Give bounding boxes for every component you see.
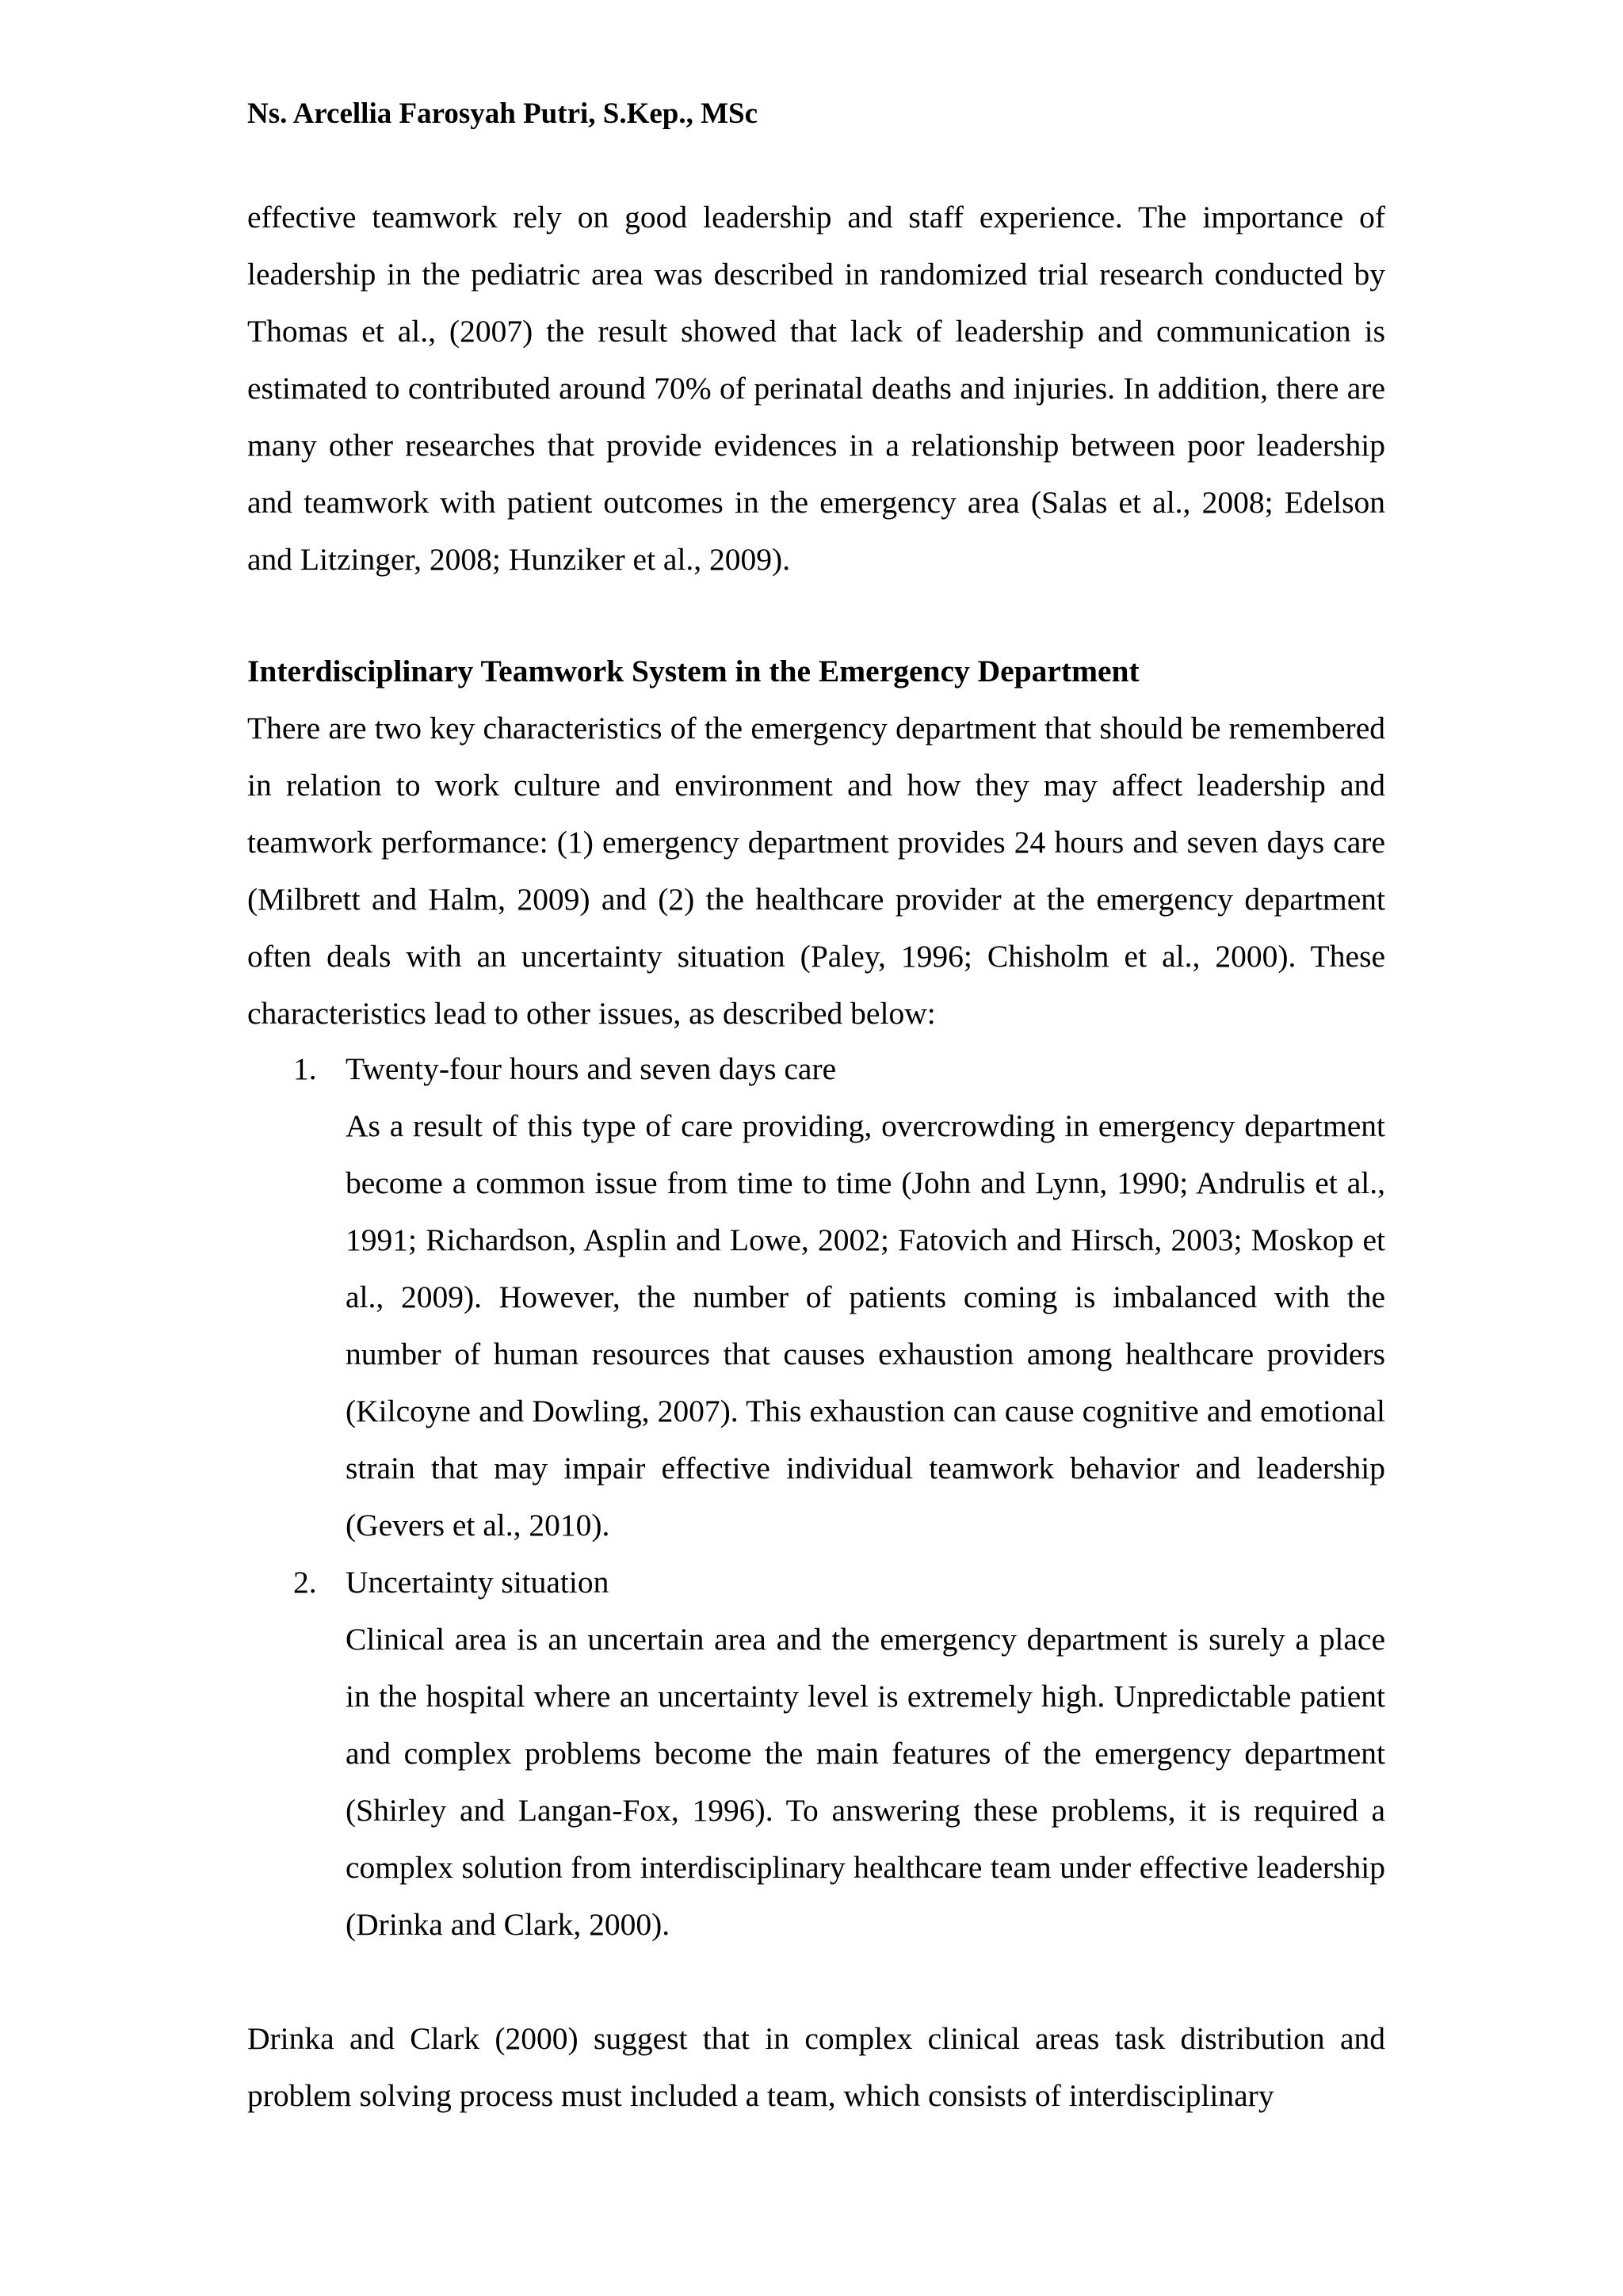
list-item-number: 1.: [293, 1051, 317, 1086]
list-item-body: As a result of this type of care providing, overcrowding in emergency department become a common issue from time to time (John and Lynn, 1990; Andrulis et al., 1991; Richardson, Asplin and Lowe, 2002; Fatovich and Hirsch, 2003; Moskop et al., 2009). However, the number of patients coming is imbalanced with the number of human resources that causes exhaustion among healthcare providers (Kilcoyne and Dowling, 2007). This exhaustion can cause cognitive and emotional strain that may impair effective individual teamwork behavior and leadership (Gevers et al., 2010).: [346, 1108, 1385, 1543]
list-item-number: 2.: [293, 1565, 317, 1600]
numbered-list-item-2: [247, 1554, 1385, 1953]
paragraph-drinka-clark: Drinka and Clark (2000) suggest that in complex clinical areas task distribution and problem solving process must included a team, which consists of interdisciplinary: [247, 2021, 1385, 2113]
paragraph-key-characteristics: There are two key characteristics of the emergency department that should be remembered in relation to work culture and environment and how they may affect leadership and teamwork performance: (1) emergency department provides 24 hours and seven days care (Milbrett and Halm, 2009) and (2) the healthcare provider at the emergency department often deals with an uncertainty situation (Paley, 1996; Chisholm et al., 2000). These characteristics lead to other issues, as described below:: [247, 711, 1385, 1031]
running-header-author: Ns. Arcellia Farosyah Putri, S.Kep., MSc: [247, 97, 758, 130]
paragraph-leadership-evidence: effective teamwork rely on good leadership and staff experience. The importance of leadership in the pediatric area was described in randomized trial research conducted by Thomas et al., (2007) the result showed that lack of leadership and communication is estimated to contributed around 70% of perinatal deaths and injuries. In addition, there are many other researches that provide evidences in a relationship between poor leadership and teamwork with patient outcomes in the emergency area (Salas et al., 2008; Edelson and Litzinger, 2008; Hunziker et al., 2009).: [247, 200, 1385, 577]
list-item: [247, 1040, 1385, 1554]
list-item: [247, 1554, 1385, 1953]
list-item-title: Twenty-four hours and seven days care: [346, 1051, 837, 1086]
list-item-title: Uncertainty situation: [346, 1565, 609, 1600]
list-item-body: Clinical area is an uncertain area and the emergency department is surely a place in the hospital where an uncertainty level is extremely high. Unpredictable patient and complex problems become the main features of the emergency department (Shirley and Langan-Fox, 1996). To answering these problems, it is required a complex solution from interdisciplinary healthcare team under effective leadership (Drinka and Clark, 2000).: [346, 1622, 1385, 1942]
section-heading: Interdisciplinary Teamwork System in the Emergency Department: [247, 654, 1140, 688]
list-item-title-row: [247, 1040, 1385, 1097]
list-item-title-row: [247, 1554, 1385, 1611]
numbered-list-item-1: [247, 1040, 1385, 1554]
